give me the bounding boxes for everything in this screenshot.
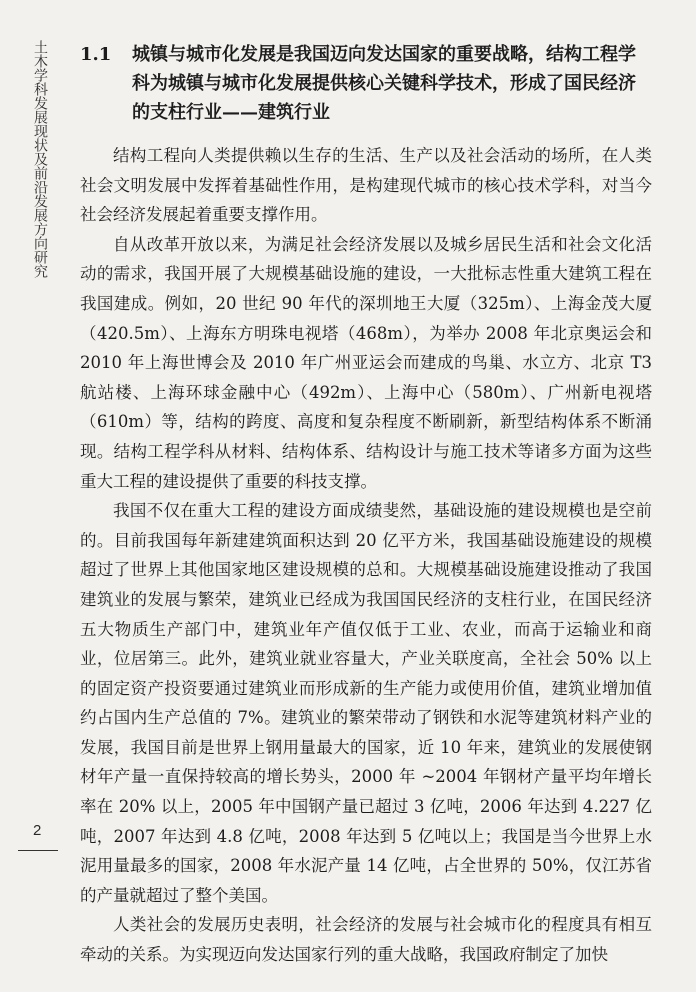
section-title: 城镇与城市化发展是我国迈向发达国家的重要战略，结构工程学科为城镇与城市化发展提供核心关键科学技术，形成了国民经济的支柱行业——建筑行业 [132,44,636,123]
page-number: 2 [33,822,42,839]
paragraph: 结构工程向人类提供赖以生存的生活、生产以及社会活动的场所，在人类社会文明发展中发挥着基础性作用，是构建现代城市的核心技术学科，对当今社会经济发展起着重要支撑作用。 [80,146,652,225]
paragraph: 人类社会的发展历史表明，社会经济的发展与社会城市化的程度具有相互牵动的关系。为实现迈向发达国家行列的重大战略，我国政府制定了加快 [80,915,652,965]
paragraph: 我国不仅在重大工程的建设方面成绩斐然，基础设施的建设规模也是空前的。目前我国每年新建建筑面积达到 20 亿平方米，我国基础设施建设的规模超过了世界上其他国家地区建设规模的总和。大规模基础设施建设推动了我国建筑业的发展与繁荣，建筑业已经成为我国国民经济的支柱行业，在国民经济五大物质生产部门中，建筑业年产值仅低于工业、农业，而高于运输业和商业，位居第三。此外，建筑业就业容量大，产业关联度高，全社会 50% 以上的固定资产投资要通过建筑业而形成新的生产能力或使用价值，建筑业增加值约占国内生产总值的 7%。建筑业的繁荣带动了钢铁和水泥等建筑材料产业的发展，我国目前是世界上钢用量最大的国家，近 10 年来，建筑业的发展使钢材年产量一直保持较高的增长势头，2000 年 ~2004 年钢材产量平均年增长率在 20% 以上，2005 年中国钢产量已超过 3 亿吨，2006 年达到 4.227 亿吨，2007 年达到 4.8 亿吨，2008 年达到 5 亿吨以上；我国是当今世界上水泥用量最多的国家，2008 年水泥产量 14 亿吨，占全世界的 50%，仅江苏省的产量就超过了整个美国。 [80,501,652,905]
page-body [80,40,652,970]
section-number: 1.1 [80,44,112,65]
running-header-title: 土木学科发展现状及前沿发展方向研究 [32,40,48,278]
paragraph: 自从改革开放以来，为满足社会经济发展以及城乡居民生活和社会文化活动的需求，我国开展了大规模基础设施的建设，一大批标志性重大建筑工程在我国建成。例如，20 世纪 90 年代的深圳地王大厦（325m）、上海金茂大厦（420.5m）、上海东方明珠电视塔（468m），为举办 2008 年北京奥运会和 2010 年上海世博会及 2010 年广州亚运会而建成的鸟巢、水立方、北京 T3 航站楼、上海环球金融中心（492m）、上海中心（580m）、广州新电视塔（610m）等，结构的跨度、高度和复杂程度不断刷新，新型结构体系不断涌现。结构工程学科从材料、结构体系、结构设计与施工技术等诸多方面为这些重大工程的建设提供了重要的科技支撑。 [80,234,652,491]
section-heading [80,40,652,127]
page-number-rule [18,850,58,851]
